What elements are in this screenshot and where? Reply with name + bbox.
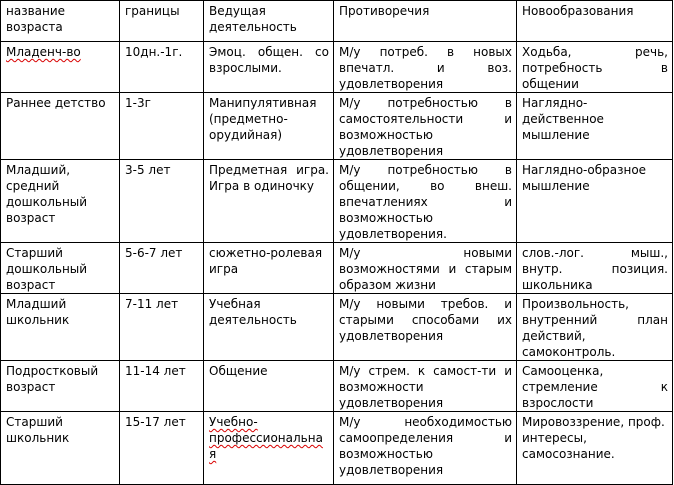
age-name-cell: Подростковый возраст: [1, 361, 120, 412]
header-age-name: название возраста: [1, 1, 120, 42]
header-row: [1, 1, 673, 42]
activity-cell: Общение: [204, 361, 334, 412]
contradictions-cell: М/у новыми возможностями и старым образом жизни: [334, 243, 517, 294]
activity-cell: Учебная деятельность: [204, 294, 334, 361]
age-name-cell: Младший школьник: [1, 294, 120, 361]
bounds-cell: 1-3г: [120, 93, 204, 160]
header-bounds: границы: [120, 1, 204, 42]
activity-cell: сюжетно-ролевая игра: [204, 243, 334, 294]
contradictions-cell: М/у необходимостью самоопределения и возможностью удовлетворения: [334, 412, 517, 485]
header-formations: Новообразования: [517, 1, 673, 42]
header-activity: Ведущая деятельность: [204, 1, 334, 42]
table-row: [1, 361, 673, 412]
formations-cell: Наглядно-образное мышление: [517, 160, 673, 243]
formations-cell: слов.-лог. мыш., внутр. позиция. школьника: [517, 243, 673, 294]
age-name-cell: Младший, средний дошкольный возраст: [1, 160, 120, 243]
age-name-cell: Старший школьник: [1, 412, 120, 485]
table-row: [1, 160, 673, 243]
age-name-cell: Старший дошкольный возраст: [1, 243, 120, 294]
activity-cell: Предметная игра. Игра в одиночку: [204, 160, 334, 243]
formations-cell: Произвольность, внутренний план действий, самоконтроль.: [517, 294, 673, 361]
bounds-cell: 15-17 лет: [120, 412, 204, 485]
age-name-cell: Младенч-во: [1, 42, 120, 93]
formations-cell: Ходьба, речь, потребность в общении: [517, 42, 673, 93]
contradictions-cell: М/у потребностью в самостоятельности и возможностью удовлетворения: [334, 93, 517, 160]
table-row: [1, 294, 673, 361]
formations-cell: Самооценка, стремление к взрослости: [517, 361, 673, 412]
bounds-cell: 5-6-7 лет: [120, 243, 204, 294]
header-contradictions: Противоречия: [334, 1, 517, 42]
table-row: [1, 243, 673, 294]
table-row: [1, 412, 673, 485]
age-name-cell: Раннее детство: [1, 93, 120, 160]
bounds-cell: 7-11 лет: [120, 294, 204, 361]
contradictions-cell: М/у потребностью в общении, во внеш. впечатлениях и возможностью удовлетворения.: [334, 160, 517, 243]
formations-cell: Наглядно-действенное мышление: [517, 93, 673, 160]
activity-cell: Эмоц. общен. со взрослыми.: [204, 42, 334, 93]
table-row: [1, 42, 673, 93]
formations-cell: Мировоззрение, проф. интересы, самосознание.: [517, 412, 673, 485]
contradictions-cell: М/у потреб. в новых впечатл. и воз. удовлетворения: [334, 42, 517, 93]
bounds-cell: 3-5 лет: [120, 160, 204, 243]
activity-cell: Манипулятивная (предметно-орудийная): [204, 93, 334, 160]
activity-cell: Учебно-профессиональная: [204, 412, 334, 485]
contradictions-cell: М/у новыми требов. и старыми способами их удовлетворения: [334, 294, 517, 361]
contradictions-cell: М/у стрем. к самост-ти и возможности удовлетворения: [334, 361, 517, 412]
bounds-cell: 11-14 лет: [120, 361, 204, 412]
bounds-cell: 10дн.-1г.: [120, 42, 204, 93]
table-row: [1, 93, 673, 160]
